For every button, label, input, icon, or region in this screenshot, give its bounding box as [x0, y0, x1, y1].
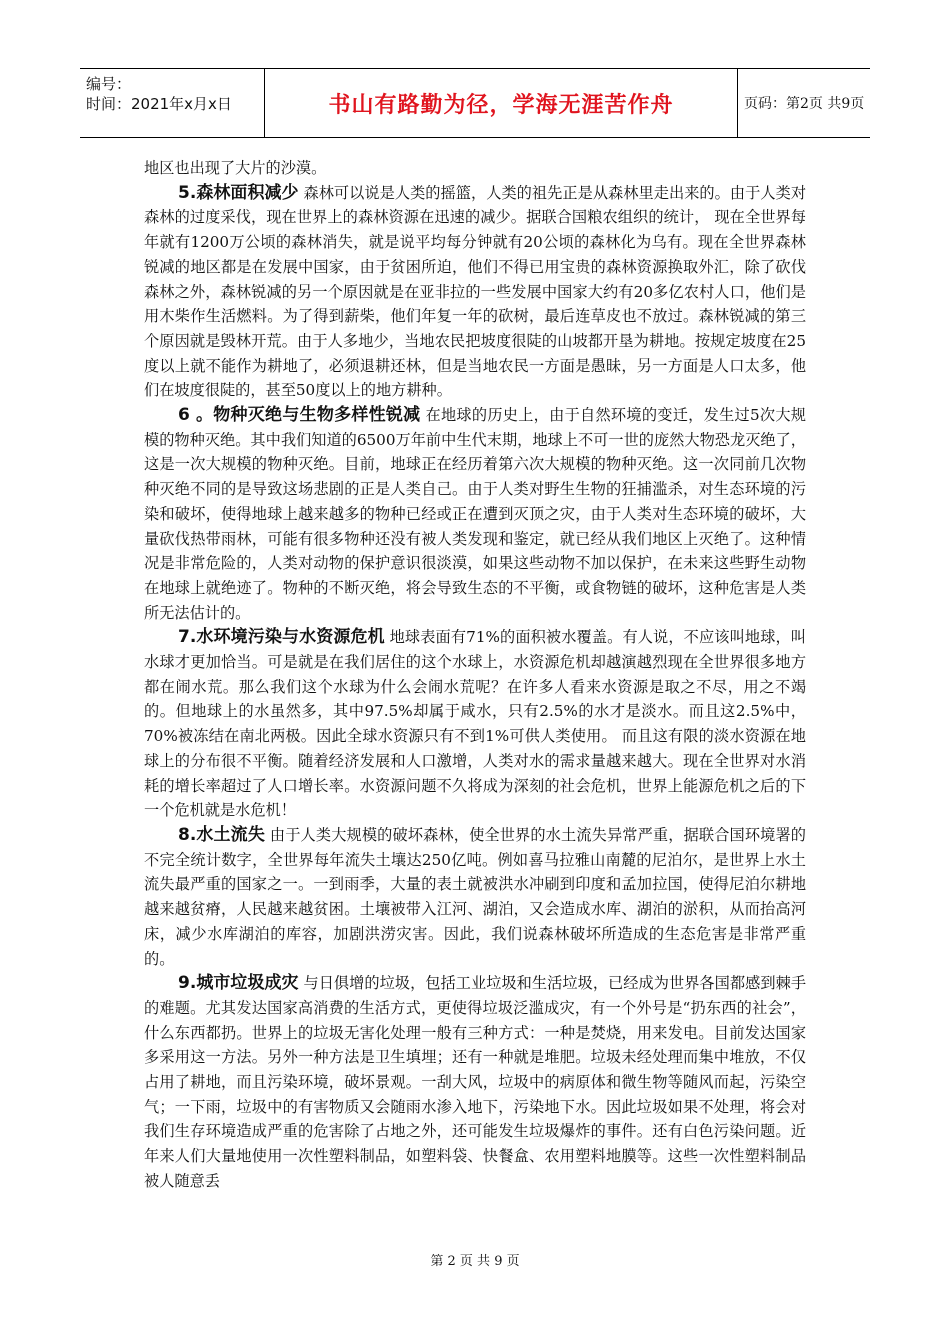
paragraph-continuation: 地区也出现了大片的沙漠。 — [144, 159, 327, 177]
paragraph-species — [144, 403, 806, 625]
section-text-water: 地球表面有71%的面积被水覆盖。有人说，不应该叫地球，叫水球才更加恰当。可是就是在我们居住的这个水球上，水资源危机却越演越烈现在全世界很多地方都在闹水荒。那么我们这个水球为什么会闹水荒呢？在许多人看来水资源是取之不尽，用之不竭的。但地球上的水虽然多，其中97.5%却属于咸水，只有2.5%的水才是淡水。而且这2.5%中，70%被冻结在南北两极。因此全球水资源只有不到1%可供人类使用。 而且这有限的淡水资源在地球上的分布很不平衡。随着经济发展和人口激增，人类对水的需求量越来越大。现在全世界对水消耗的增长率超过了人口增长率。水资源问题不久将成为深刻的社会危机，世界上能源危机之后的下一个危机就是水危机！ — [144, 628, 806, 820]
header-motto: 书山有路勤为径，学海无涯苦作舟 — [264, 69, 738, 137]
section-heading-forest: 5.森林面积减少 — [178, 182, 299, 203]
section-heading-water: 7.水环境污染与水资源危机 — [178, 627, 385, 648]
paragraph-garbage — [144, 971, 806, 1193]
page-footer: 第 2 页 共 9 页 — [430, 1254, 520, 1269]
paragraph-forest — [144, 181, 806, 403]
time-label: 时间：2021年x月x日 — [86, 95, 232, 113]
document-body — [144, 156, 806, 1194]
section-heading-species: 6 。物种灭绝与生物多样性锐减 — [178, 405, 421, 426]
header-page-label: 页码：第2页 共9页 — [744, 96, 865, 112]
page-header — [80, 68, 870, 138]
section-text-species: 在地球的历史上，由于自然环境的变迁，发生过5次大规模的物种灭绝。其中我们知道的6500万年前中生代末期，地球上不可一世的庞然大物恐龙灭绝了，这是一次大规模的物种灭绝。目前，地球正在经历着第六次大规模的物种灭绝。这一次同前几次物种灭绝不同的是导致这场悲剧的正是人类自己。由于人类对野生生物的狂捕滥杀，对生态环境的污染和破坏，使得地球上越来越多的物种已经或正在遭到灭顶之灾，由于人类对生态环境的破坏，大量砍伐热带雨林，可能有很多物种还没有被人类发现和鉴定，就已经从我们地区上灭绝了。这种情况是非常危险的，人类对动物的保护意识很淡漠，如果这些动物不加以保护，在未来这些野生动物在地球上就绝迹了。物种的不断灭绝，将会导致生态的不平衡，或食物链的破坏，这种危害是人类所无法估计的。 — [144, 406, 806, 622]
paragraph-soil — [144, 823, 806, 971]
number-label: 编号： — [86, 75, 132, 93]
section-text-garbage: 与日俱增的垃圾，包括工业垃圾和生活垃圾，已经成为世界各国都感到棘手的难题。尤其发达国家高消费的生活方式，更使得垃圾泛滥成灾，有一个外号是“扔东西的社会”，什么东西都扔。世界上的垃圾无害化处理一般有三种方式：一种是焚烧，用来发电。目前发达国家多采用这一方法。另外一种方法是卫生填埋；还有一种就是堆肥。垃圾未经处理而集中堆放，不仅占用了耕地，而且污染环境，破坏景观。一刮大风，垃圾中的病原体和微生物等随风而起，污染空气；一下雨，垃圾中的有害物质又会随雨水渗入地下，污染地下水。因此垃圾如果不处理，将会对我们生存环境造成严重的危害除了占地之外，还可能发生垃圾爆炸的事件。还有白色污染问题。近年来人们大量地使用一次性塑料制品，如塑料袋、快餐盒、农用塑料地膜等。这些一次性塑料制品被人随意丢 — [144, 974, 807, 1190]
section-text-forest: 森林可以说是人类的摇篮，人类的祖先正是从森林里走出来的。由于人类对森林的过度采伐，现在世界上的森林资源在迅速的减少。据联合国粮农组织的统计， 现在全世界每年就有1200万公顷的森林消失，就是说平均每分钟就有20公顷的森林化为乌有。现在全世界森林锐减的地区都是在发展中国家，由于贫困所迫，他们不得已用宝贵的森林资源换取外汇，除了砍伐森林之外，森林锐减的另一个原因就是在亚非拉的一些发展中国家大约有20多亿农村人口，他们是用木柴作生活燃料。为了得到薪柴，他们年复一年的砍树，最后连草皮也不放过。森林锐减的第三个原因就是毁林开荒。由于人多地少，当地农民把坡度很陡的山坡都开垦为耕地。按规定坡度在25度以上就不能作为耕地了，必须退耕还林，但是当地农民一方面是愚昧，另一方面是人口太多，他们在坡度很陡的，甚至50度以上的地方耕种。 — [144, 183, 807, 400]
section-text-soil: 由于人类大规模的破坏森林，使全世界的水土流失异常严重，据联合国环境署的不完全统计数字，全世界每年流失土壤达250亿吨。例如喜马拉雅山南麓的尼泊尔，是世界上水土流失最严重的国家之一。一到雨季，大量的表土就被洪水冲刷到印度和孟加拉国，使得尼泊尔耕地越来越贫瘠，人民越来越贫困。土壤被带入江河、湖泊，又会造成水库、湖泊的淤积，从而抬高河床，减少水库湖泊的库容，加剧洪涝灾害。因此，我们说森林破坏所造成的生态危害是非常严重的。 — [144, 825, 806, 968]
section-heading-garbage: 9.城市垃圾成灾 — [178, 973, 299, 994]
paragraph-water — [144, 625, 806, 823]
section-heading-soil: 8.水土流失 — [178, 824, 265, 845]
header-meta — [80, 69, 264, 137]
